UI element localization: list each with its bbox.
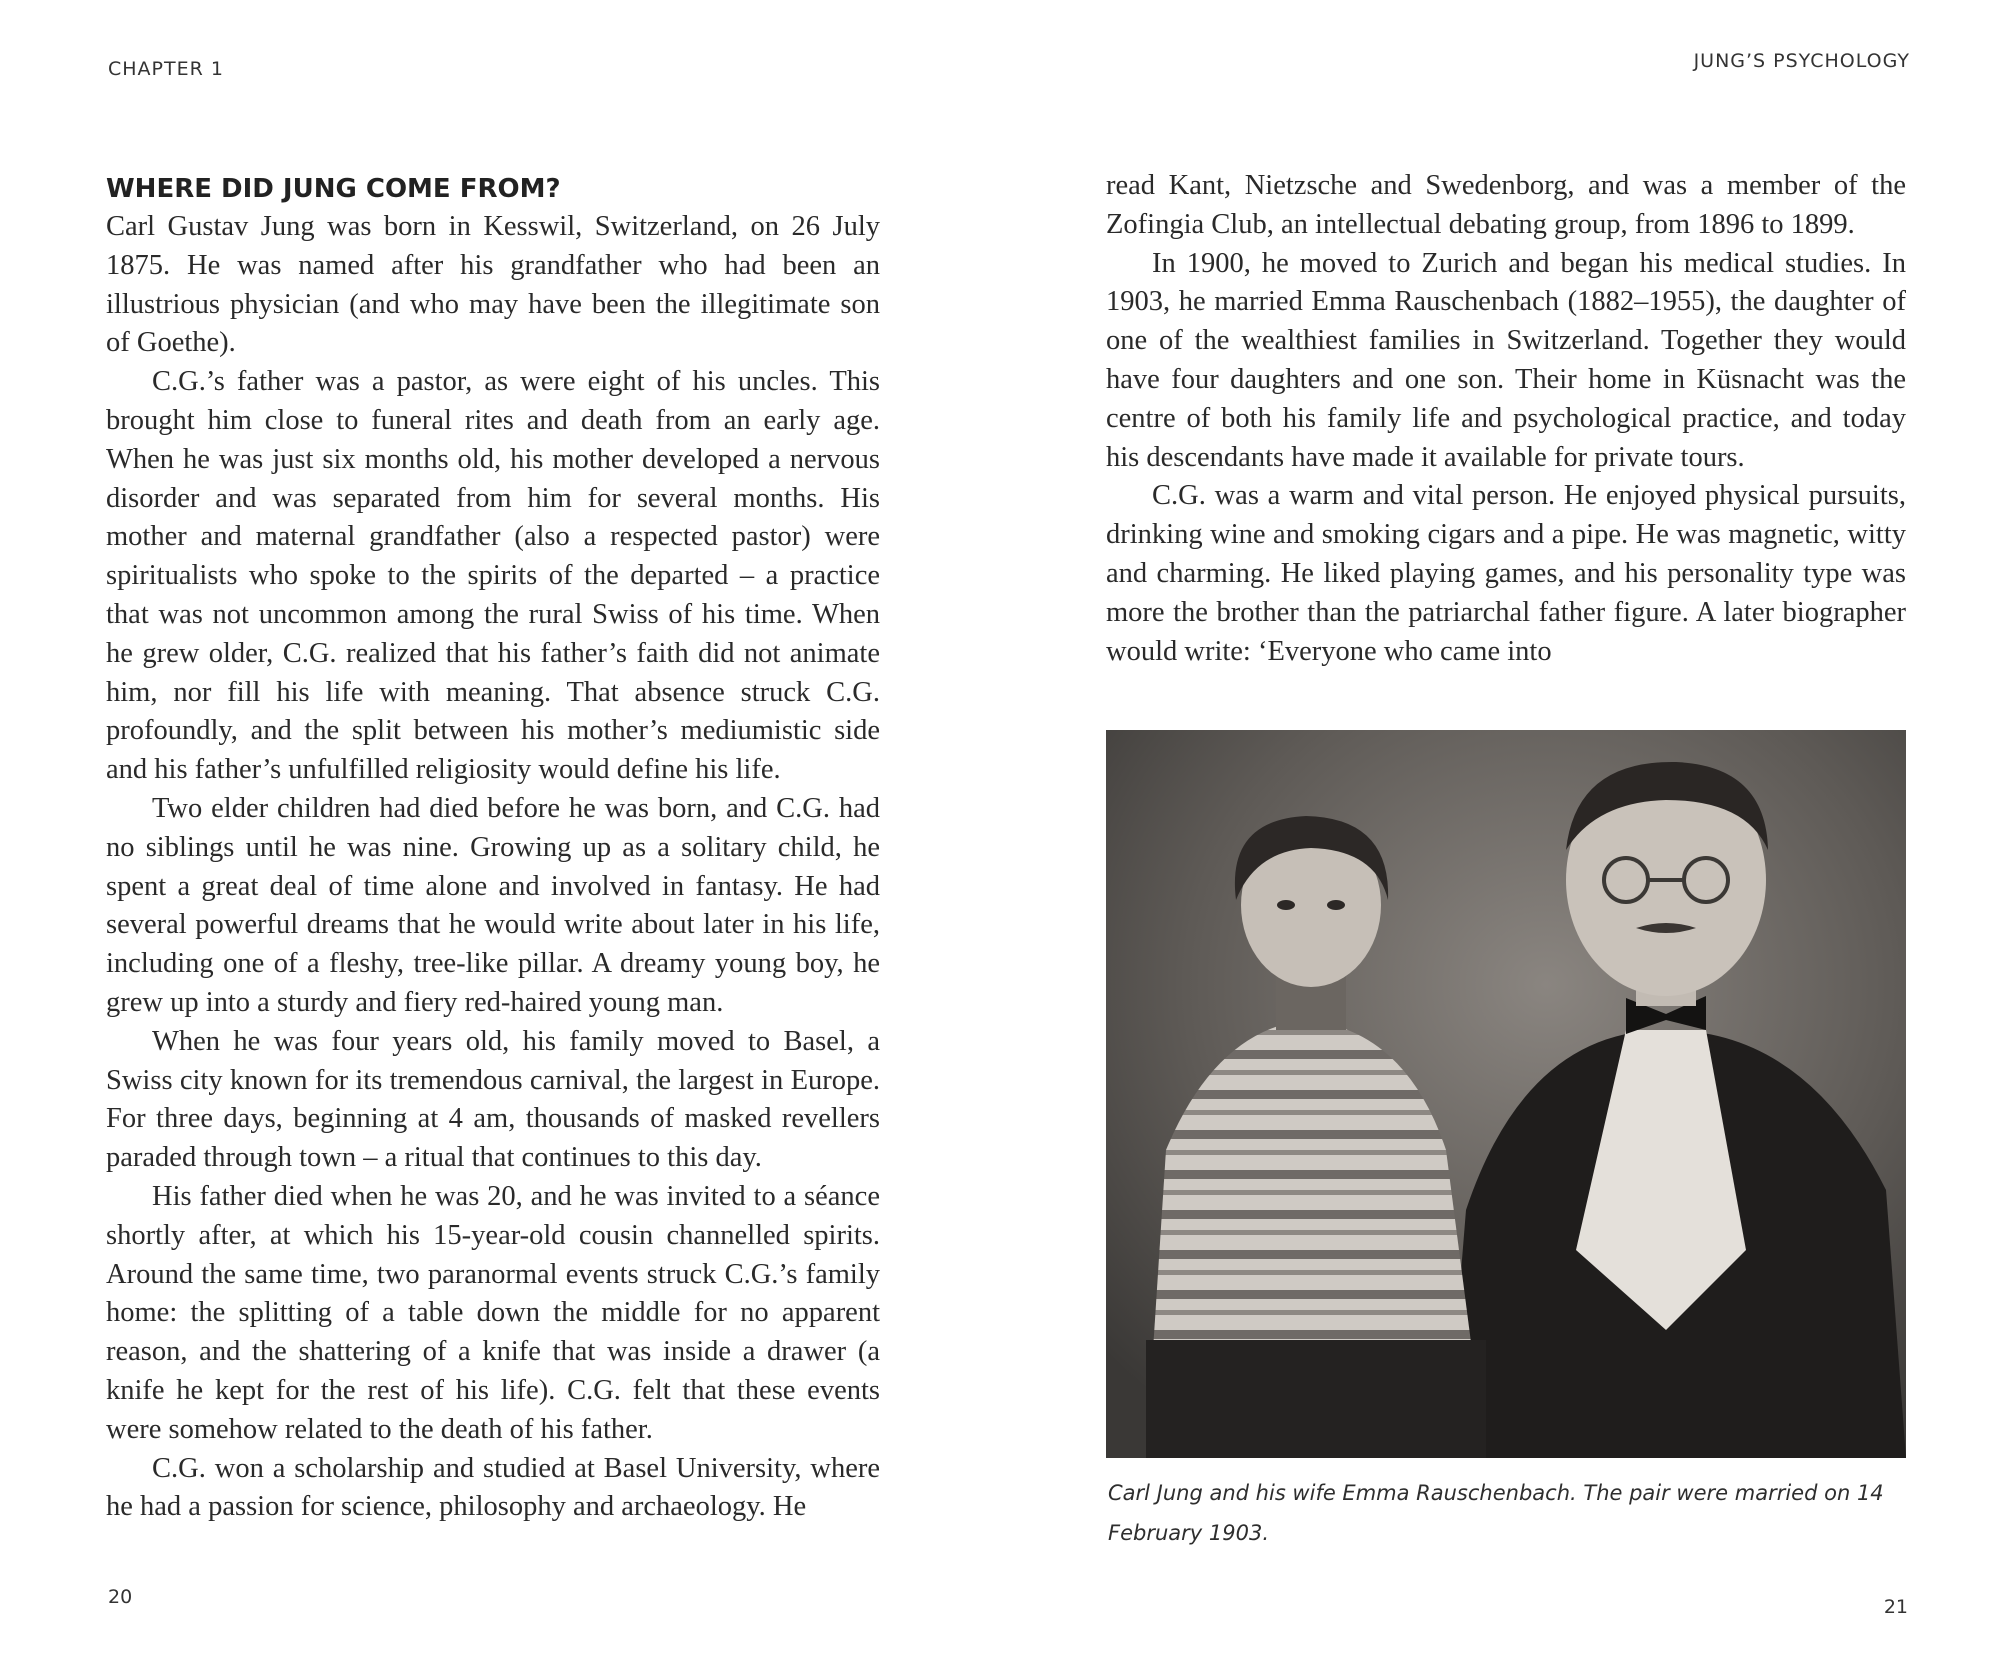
body-paragraph: His father died when he was 20, and he was invited to a séance shortly after, at which his 15-year-old cousin channelled spirits. Around the same time, two paranormal events struck C.G.’s family home: the splitting of a table down the middle for no apparent reason, and the shattering of a knife that was inside a drawer (a knife he kept for the rest of his life). C.G. felt that these events were somehow related to the death of his father. [106,1180,880,1445]
page-number-right: 21 [1883,1596,1908,1618]
body-paragraph: C.G.’s father was a pastor, as were eight of his uncles. This brought him close to funeral rites and death from an early age. When he was just six months old, his mother developed a nervous disorder and was separated from him for several months. His mother and maternal grandfather (also a respected pastor) were spiritualists who spoke to the spirits of the departed – a practice that was not uncommon among the rural Swiss of his time. When he grew older, C.G. realized that his father’s faith did not animate him, nor fill his life with meaning. That absence struck C.G. profoundly, and the split between his mother’s mediumistic side and his father’s unfulfilled religiosity would define his life. [106,366,880,786]
running-head-right: JUNG’S PSYCHOLOGY [1693,50,1910,72]
body-paragraph: When he was four years old, his family moved to Basel, a Swiss city known for its tremendous carnival, the largest in Europe. For three days, beginning at 4 am, thousands of masked revellers paraded through town – a ritual that continues to this day. [106,1025,880,1174]
body-paragraph: Two elder children had died before he was born, and C.G. had no siblings until he was nine. Growing up as a solitary child, he spent a great deal of time alone and involved in fantasy. He had several powerful dreams that he would write about later in his life, including one of a fleshy, tree-like pillar. A dreamy young boy, he grew up into a sturdy and fiery red-haired young man. [106,792,880,1018]
body-paragraph: C.G. was a warm and vital person. He enjoyed physical pursuits, drinking wine and smoking cigars and a pipe. He was magnetic, witty and charming. He liked playing games, and his personality type was more the brother than the patriarchal father figure. A later biographer would write: ‘Everyone who came into [1106,480,1906,667]
running-head-left: CHAPTER 1 [108,58,224,80]
body-paragraph: C.G. won a scholarship and studied at Basel University, where he had a passion for science, philosophy and archaeology. He [106,1452,880,1523]
section-heading: WHERE DID JUNG COME FROM? [106,174,561,204]
body-paragraph: Carl Gustav Jung was born in Kesswil, Switzerland, on 26 July 1875. He was named after his grandfather who had been an illustrious physician (and who may have been the illegitimate son of Goethe). [106,211,880,359]
jung-couple-photo [1106,730,1906,1458]
left-page-column [106,170,880,1527]
body-paragraph: In 1900, he moved to Zurich and began his medical studies. In 1903, he married Emma Rauschenbach (1882–1955), the daughter of one of the wealthiest families in Switzerland. Together they would have four daughters and one son. Their home in Küsnacht was the centre of both his family life and psychological practice, and today his descendants have made it available for private tours. [1106,247,1906,473]
body-paragraph: read Kant, Nietzsche and Swedenborg, and was a member of the Zofingia Club, an intellectual debating group, from 1896 to 1899. [1106,170,1906,240]
page-number-left: 20 [108,1586,133,1608]
photo-caption: Carl Jung and his wife Emma Rauschenbach. The pair were married on 14 February 1903. [1108,1481,1884,1545]
right-page-column [1106,167,1906,671]
